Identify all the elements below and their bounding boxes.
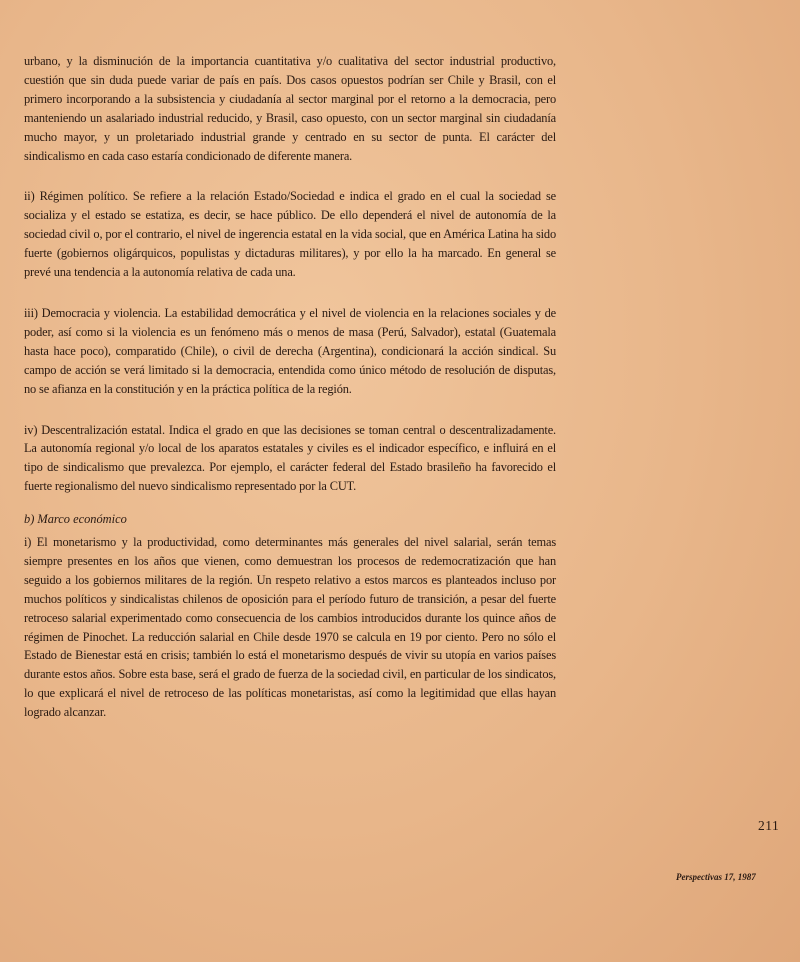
paragraph-democracia-violencia: iii) Democracia y violencia. La estabilidad democrática y el nivel de violencia en la relaciones sociales y de poder, así como si la violencia es un fenómeno más o menos de masa (Perú, Salvador), estatal (Guatemala hasta hace poco), comparatido (Chile), o civil de derecha (Argentina), condicionará la acción sindical. Su campo de acción se verá limitado si la democracia, entendida como único método de resolución de disputas, no se afianza en la constitución y en la práctica política de la región. [24, 305, 556, 396]
page-number: 211 [758, 818, 780, 833]
paragraph-urbano: urbano, y la disminución de la importancia cuantitativa y/o cualitativa del sector industrial productivo, cuestión que sin duda puede variar de país en país. Dos casos opuestos podrían ser Chile y Brasil, con el primero incorporando a la subsistencia y ciudadanía al sector marginal por el retorno a la democracia, pero manteniendo un asalariado industrial reducido, y Brasil, caso opuesto, con un sector marginal sin ciudadanía mucho mayor, y un proletariado industrial grande y centrado en su sector de punta. El carácter del sindicalismo en cada caso estaría condicionado de diferente manera. [24, 54, 556, 163]
paragraph-monetarismo: i) El monetarismo y la productividad, como determinantes más generales del nivel salarial, serán temas siempre presentes en los años que vienen, como demuestran los procesos de redemocratización que han seguido a los gobiernos militares de la región. Un respeto relativo a estos marcos es planteados incluso por muchos políticos y sindicalistas chilenos de oposición para el período futuro de transición, a pesar del fuerte retroceso salarial experimentado como consecuencia de los cambios introducidos durante los quince años de régimen de Pinochet. La reducción salarial en Chile desde 1970 se calcula en 19 por ciento. Pero no sólo el Estado de Bienestar está en crisis; también lo está el monetarismo después de vivir su utopía en varios países durante estos años. Sobre esta base, será el grado de fuerza de la sociedad civil, en particular de los sindicatos, lo que explicará el nivel de retroceso de las políticas monetaristas, así como la legitimidad que ellas hayan logrado alcanzar. [24, 535, 556, 720]
section-heading-marco-economico: b) Marco económico [24, 512, 127, 527]
document-body [24, 52, 556, 722]
running-footer: Perspectivas 17, 1987 [676, 872, 756, 882]
paragraph-descentralizacion: iv) Descentralización estatal. Indica el grado en que las decisiones se toman central o descentralizadamente. La autonomía regional y/o local de los aparatos estatales y civiles es el indicador específico, e influirá en el tipo de sindicalismo que prevalezca. Por ejemplo, el carácter federal del Estado brasileño ha favorecido el fuerte regionalismo del nuevo sindicalismo representado por la CUT. [24, 422, 556, 494]
paragraph-regimen-politico: ii) Régimen político. Se refiere a la relación Estado/Sociedad e indica el grado en el cual la sociedad se socializa y el estado se estatiza, es decir, se hace público. De ello dependerá el nivel de autonomía de la sociedad civil o, por el contrario, el nivel de ingerencia estatal en la vida social, que en América Latina ha sido fuerte (gobiernos oligárquicos, populistas y dictaduras militares), y por ello la ha marcado. En general se prevé una tendencia a la autonomía relativa de cada una. [24, 189, 556, 280]
